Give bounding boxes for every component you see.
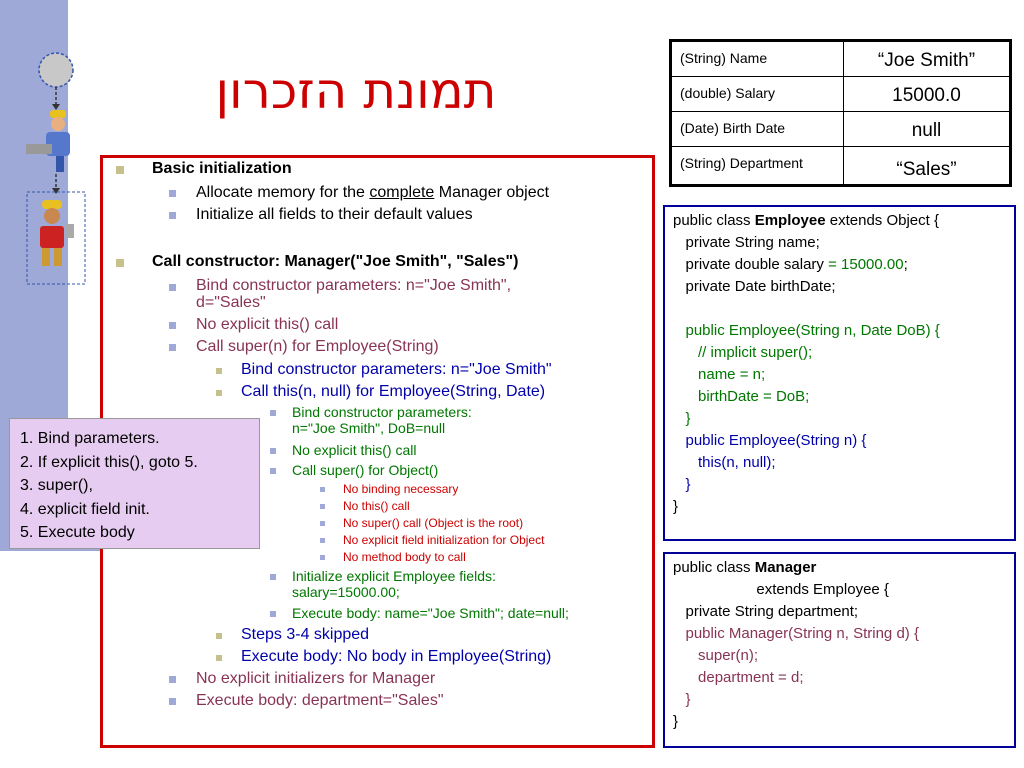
bullet-square xyxy=(216,390,222,396)
code-line: private String department; xyxy=(673,603,859,620)
bullet-square xyxy=(169,698,176,705)
code-line: public Manager(String n, String d) { xyxy=(673,625,919,642)
code-line: public Employee(String n, Date DoB) { xyxy=(673,322,940,339)
outline-item-continued: d="Sales" xyxy=(196,294,266,311)
code-line: private String name; xyxy=(673,234,820,251)
step-line: 3. super(), xyxy=(20,477,93,494)
bullet-square xyxy=(320,487,325,492)
outline-item-continued: salary=15000.00; xyxy=(292,584,400,600)
bullet-square xyxy=(270,574,276,580)
slide-title: תמונת הזכרון xyxy=(215,62,497,120)
outline-item-continued: n="Joe Smith", DoB=null xyxy=(292,420,446,436)
memory-row xyxy=(672,147,1009,184)
outline-item: Bind constructor parameters: n="Joe Smith", xyxy=(196,277,512,294)
outline-item: Bind constructor parameters: xyxy=(292,404,472,420)
employee-class-code xyxy=(663,205,1016,541)
outline-item: Execute body: department="Sales" xyxy=(196,692,444,709)
bullet-square xyxy=(169,190,176,197)
outline-item: Call super(n) for Employee(String) xyxy=(196,338,439,355)
outline-heading: Call constructor: Manager("Joe Smith", "Sales") xyxy=(152,253,519,270)
bullet-square xyxy=(169,322,176,329)
memory-value: null xyxy=(911,120,942,141)
outline-item: Steps 3-4 skipped xyxy=(241,626,370,643)
memory-value: 15000.0 xyxy=(892,85,961,106)
code-line: // implicit super(); xyxy=(673,344,813,361)
code-line: department = d; xyxy=(673,669,804,686)
outline-item: Initialize all fields to their default values xyxy=(196,206,473,223)
step-line: 4. explicit field init. xyxy=(20,500,150,518)
bullet-square xyxy=(320,555,325,560)
workers-flowchart-illustration xyxy=(20,48,92,288)
bullet-square xyxy=(216,655,222,661)
bullet-square xyxy=(320,504,325,509)
memory-field: (String) Department xyxy=(672,147,844,184)
outline-item: Bind constructor parameters: n="Joe Smith" xyxy=(241,361,552,378)
bullet-square xyxy=(216,368,222,374)
outline-item: Execute body: No body in Employee(String) xyxy=(241,648,552,665)
step-line: 2. If explicit this(), goto 5. xyxy=(20,453,198,471)
outline-item: No explicit initializers for Manager xyxy=(196,670,436,687)
memory-row xyxy=(672,77,1009,112)
bullet-square xyxy=(270,448,276,454)
steps-callout xyxy=(9,418,260,549)
bullet-square xyxy=(216,633,222,639)
code-line: super(n); xyxy=(673,647,759,664)
step-line: 1. Bind parameters. xyxy=(20,430,160,447)
bullet-square xyxy=(169,676,176,683)
outline-item: No explicit field initialization for Object xyxy=(343,533,545,547)
outline-item: No explicit this() call xyxy=(292,442,417,458)
memory-row xyxy=(672,42,1009,77)
code-blank-line xyxy=(673,298,1006,320)
code-line: } xyxy=(673,498,679,515)
outline-item: Call this(n, null) for Employee(String, Date) xyxy=(241,383,546,400)
memory-value: “Joe Smith” xyxy=(877,50,976,71)
code-line: } xyxy=(673,410,691,427)
code-line: public class Manager xyxy=(673,559,817,576)
outline-item: No method body to call xyxy=(343,550,466,564)
outline-heading: Basic initialization xyxy=(152,160,292,177)
outline-item: No super() call (Object is the root) xyxy=(343,516,524,530)
outline-item: No this() call xyxy=(343,499,410,513)
memory-row xyxy=(672,112,1009,147)
outline-item: No explicit this() call xyxy=(196,316,339,333)
code-line: public class Employee extends Object { xyxy=(673,212,939,229)
code-line: extends Employee { xyxy=(673,581,889,598)
code-line: this(n, null); xyxy=(673,454,776,471)
outline-item: Call super() for Object() xyxy=(292,462,439,478)
bullet-square xyxy=(320,538,325,543)
bullet-square xyxy=(320,521,325,526)
code-line: private double salary = 15000.00; xyxy=(673,256,908,273)
memory-value: “Sales” xyxy=(896,159,957,180)
code-line: private Date birthDate; xyxy=(673,278,836,295)
step-line: 5. Execute body xyxy=(20,524,135,541)
memory-table xyxy=(669,39,1012,187)
code-line: } xyxy=(673,476,691,493)
code-line: public Employee(String n) { xyxy=(673,432,867,449)
outline-item: Allocate memory for the complete Manager object xyxy=(196,184,550,201)
code-line: } xyxy=(673,713,679,730)
memory-field: (double) Salary xyxy=(672,77,844,111)
bullet-square xyxy=(169,212,176,219)
bullet-square xyxy=(270,468,276,474)
bullet-square xyxy=(270,410,276,416)
outline-item: No binding necessary xyxy=(343,482,459,496)
bullet-square xyxy=(270,611,276,617)
code-line: birthDate = DoB; xyxy=(673,388,810,405)
code-line: name = n; xyxy=(673,366,766,383)
bullet-square xyxy=(169,284,176,291)
manager-class-code xyxy=(663,552,1016,748)
memory-field: (String) Name xyxy=(672,42,844,76)
code-line: } xyxy=(673,691,691,708)
outline-item: Initialize explicit Employee fields: xyxy=(292,568,496,584)
bullet-square xyxy=(116,259,124,267)
bullet-square xyxy=(116,166,124,174)
bullet-square xyxy=(169,344,176,351)
outline-item: Execute body: name="Joe Smith"; date=null; xyxy=(292,605,569,621)
memory-field: (Date) Birth Date xyxy=(672,112,844,146)
